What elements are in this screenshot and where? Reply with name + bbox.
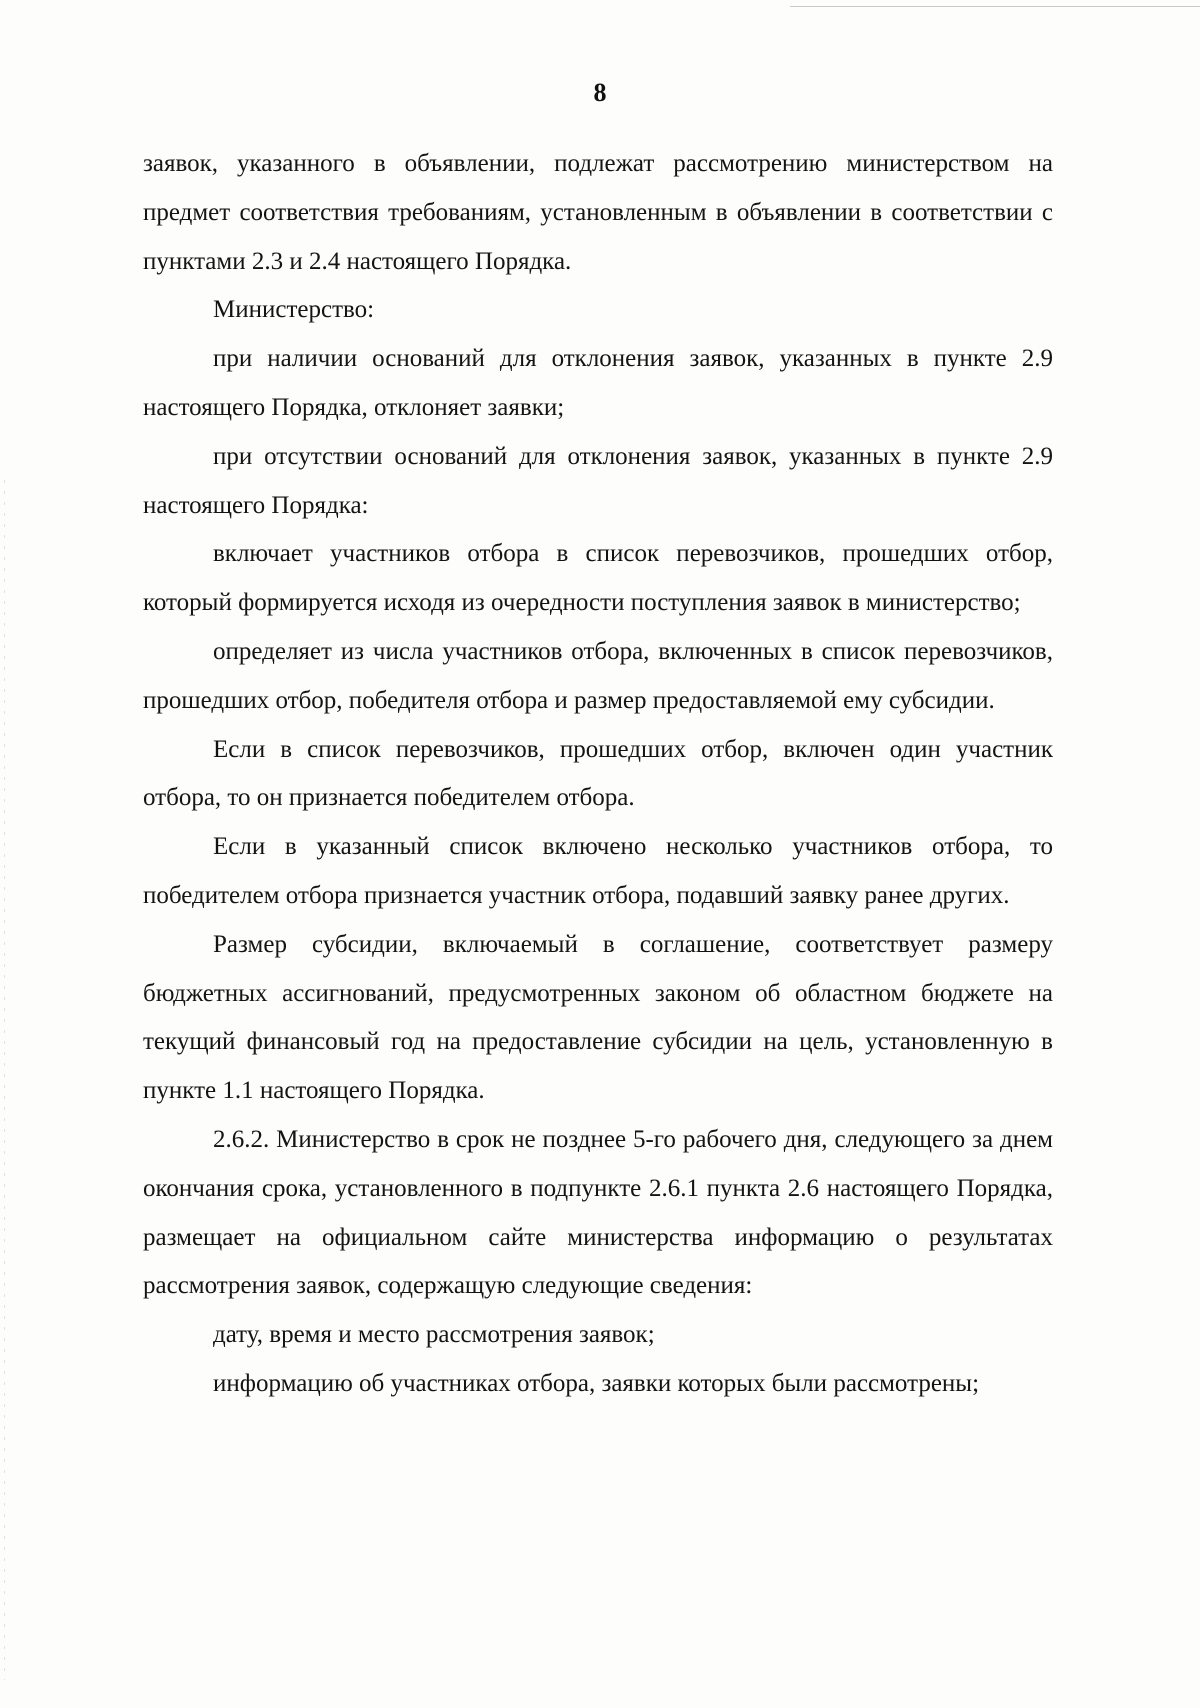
paragraph: включает участников отбора в список перевозчиков, прошедших отбор, который формируется исходя из очередности поступления заявок в министерство; bbox=[143, 540, 1053, 617]
paragraph: Министерство: bbox=[213, 296, 375, 324]
paragraph: информацию об участниках отбора, заявки которых были рассмотрены; bbox=[213, 1369, 980, 1397]
paragraph: 2.6.2. Министерство в срок не позднее 5-го рабочего дня, следующего за днем окончания срока, установленного в подпункте 2.6.1 пункта 2.6 настоящего Порядка, размещает на официальном сайте министерства информацию о результатах рассмотрения заявок, содержащую следующие сведения: bbox=[143, 1125, 1053, 1300]
paragraph: при отсутствии оснований для отклонения заявок, указанных в пункте 2.9 настоящего Порядка: bbox=[143, 442, 1053, 519]
paragraph: Размер субсидии, включаемый в соглашение, соответствует размеру бюджетных ассигнований, предусмотренных законом об областном бюджете на текущий финансовый год на предоставление субсидии на цель, установленную в пункте 1.1 настоящего Порядка. bbox=[143, 930, 1053, 1105]
page-number: 8 bbox=[593, 78, 607, 107]
paragraph: дату, время и место рассмотрения заявок; bbox=[213, 1321, 655, 1349]
paragraph: Если в список перевозчиков, прошедших отбор, включен один участник отбора, то он признается победителем отбора. bbox=[143, 735, 1053, 812]
scan-edge-noise bbox=[4, 480, 5, 1680]
paragraph: при наличии оснований для отклонения заявок, указанных в пункте 2.9 настоящего Порядка, отклоняет заявки; bbox=[143, 345, 1053, 421]
paragraph: определяет из числа участников отбора, включенных в список перевозчиков, прошедших отбор, победителя отбора и размер предоставляемой ему субсидии. bbox=[143, 637, 1053, 714]
scan-edge-line bbox=[790, 6, 1200, 7]
paragraph: Если в указанный список включено несколько участников отбора, то победителем отбора признается участник отбора, подавший заявку ранее других. bbox=[143, 833, 1053, 909]
document-body bbox=[143, 140, 1053, 1409]
paragraph: заявок, указанного в объявлении, подлежат рассмотрению министерством на предмет соответствия требованиям, установленным в объявлении в соответствии с пунктами 2.3 и 2.4 настоящего Порядка. bbox=[143, 150, 1053, 275]
